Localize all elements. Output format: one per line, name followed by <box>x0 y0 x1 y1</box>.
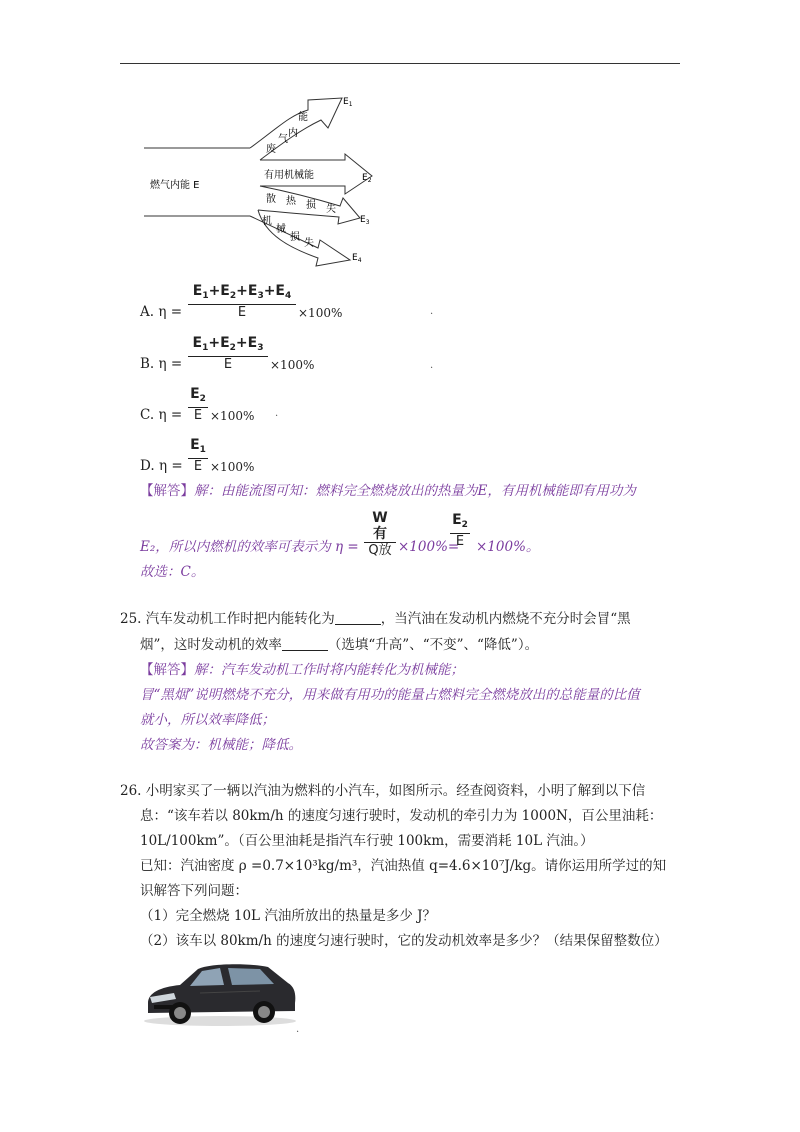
q26-line2: 息：“该车若以 80km/h 的速度匀速行驶时，发动机的牵引力为 1000N，百公里油耗： <box>140 808 663 824</box>
option-d-tail: ×100% <box>210 460 255 474</box>
input-label: 燃气内能 E <box>150 180 200 191</box>
waste-char-1: 废 <box>266 144 276 155</box>
heat-char-3: 损 <box>306 200 316 211</box>
option-a-fraction: $E_1+E_2+E_3+E_4$ E <box>188 283 296 320</box>
option-d-fraction: $E_1$ E <box>188 437 208 474</box>
useful-label: 有用机械能 <box>264 170 314 181</box>
waste-char-4: 能 <box>298 112 308 123</box>
q26-line5: 识解答下列问题： <box>140 883 248 899</box>
e3-label: $E_3$ <box>360 215 370 226</box>
heat-char-2: 热 <box>286 196 296 207</box>
q25-answer-line3: 就小，所以效率降低； <box>140 712 275 728</box>
q26-sub1: （1）完全燃烧 10L 汽油所放出的热量是多少 J？ <box>140 908 437 924</box>
mech-char-2: 械 <box>276 224 286 235</box>
option-c-label: C. η = <box>140 407 183 423</box>
waste-char-2: 气 <box>278 134 288 145</box>
q26-line3: 10L/100km”。（百公里油耗是指汽车行驶 100km，需要消耗 10L 汽油。） <box>140 833 594 849</box>
heat-char-4: 失 <box>326 204 336 215</box>
option-a-tail: ×100% <box>298 306 343 320</box>
car-illustration <box>140 955 300 1030</box>
energy-flow-diagram <box>140 90 390 270</box>
option-d-label: D. η = <box>140 458 183 474</box>
q25-answer-line4: 故答案为：机械能；降低。 <box>140 737 302 753</box>
q25-line2: 烟”，这时发动机的效率 （选填“升高”、“不变”、“降低”）。 <box>140 637 539 653</box>
option-a-label: A. η = <box>140 304 183 320</box>
option-c-tail: ×100% <box>210 409 255 423</box>
mech-char-3: 损 <box>290 232 300 243</box>
option-b-tail: ×100% <box>270 358 315 372</box>
answer24-line2-post: ×100%。 <box>476 539 540 555</box>
mech-char-4: 失 <box>304 238 314 249</box>
answer24-line2-pre: E₂，所以内燃机的效率可表示为 η = <box>140 539 359 555</box>
q26-line1: 26. 小明家买了一辆以汽油为燃料的小汽车，如图所示。经查阅资料，小明了解到以下信 <box>120 783 646 799</box>
answer24-fraction-work: W有 Q放 <box>364 510 396 558</box>
heat-char-1: 散 <box>266 194 276 205</box>
q26-sub2: （2）该车以 80km/h 的速度匀速行驶时，它的发动机效率是多少？（结果保留整数位） <box>140 933 668 949</box>
option-b-fraction: $E_1+E_2+E_3$ E <box>188 335 268 372</box>
answer24-line2-mid: ×100%= <box>398 539 460 555</box>
option-b-label: B. η = <box>140 356 183 372</box>
e2-label: $E_2$ <box>362 173 372 184</box>
e4-label: $E_4$ <box>352 253 362 264</box>
answer24-line3: 故选：C。 <box>140 564 205 580</box>
q26-line4: 已知：汽油密度 ρ =0.7×10³kg/m³，汽油热值 q=4.6×10⁷J/kg。请你运用所学过的知 <box>140 858 667 874</box>
answer24-fraction-e2: $E_2$ E <box>450 512 470 549</box>
q25-line1: 25. 汽车发动机工作时把内能转化为 ，当汽油在发动机内燃烧不充分时会冒“黑 <box>120 611 631 627</box>
waste-char-3: 内 <box>288 128 298 139</box>
mech-char-1: 机 <box>262 216 272 227</box>
answer24-line1: 【解答】解：由能流图可知：燃料完全燃烧放出的热量为E，有用机械能即有用功为 <box>140 483 636 499</box>
e1-label: $E_1$ <box>343 97 353 108</box>
option-c-fraction: $E_2$ E <box>188 386 208 423</box>
header-rule <box>120 63 680 64</box>
q25-answer-line1: 【解答】解：汽车发动机工作时将内能转化为机械能； <box>140 662 464 678</box>
q25-answer-line2: 冒“黑烟”说明燃烧不充分，用来做有用功的能量占燃料完全燃烧放出的总能量的比值 <box>140 687 640 703</box>
